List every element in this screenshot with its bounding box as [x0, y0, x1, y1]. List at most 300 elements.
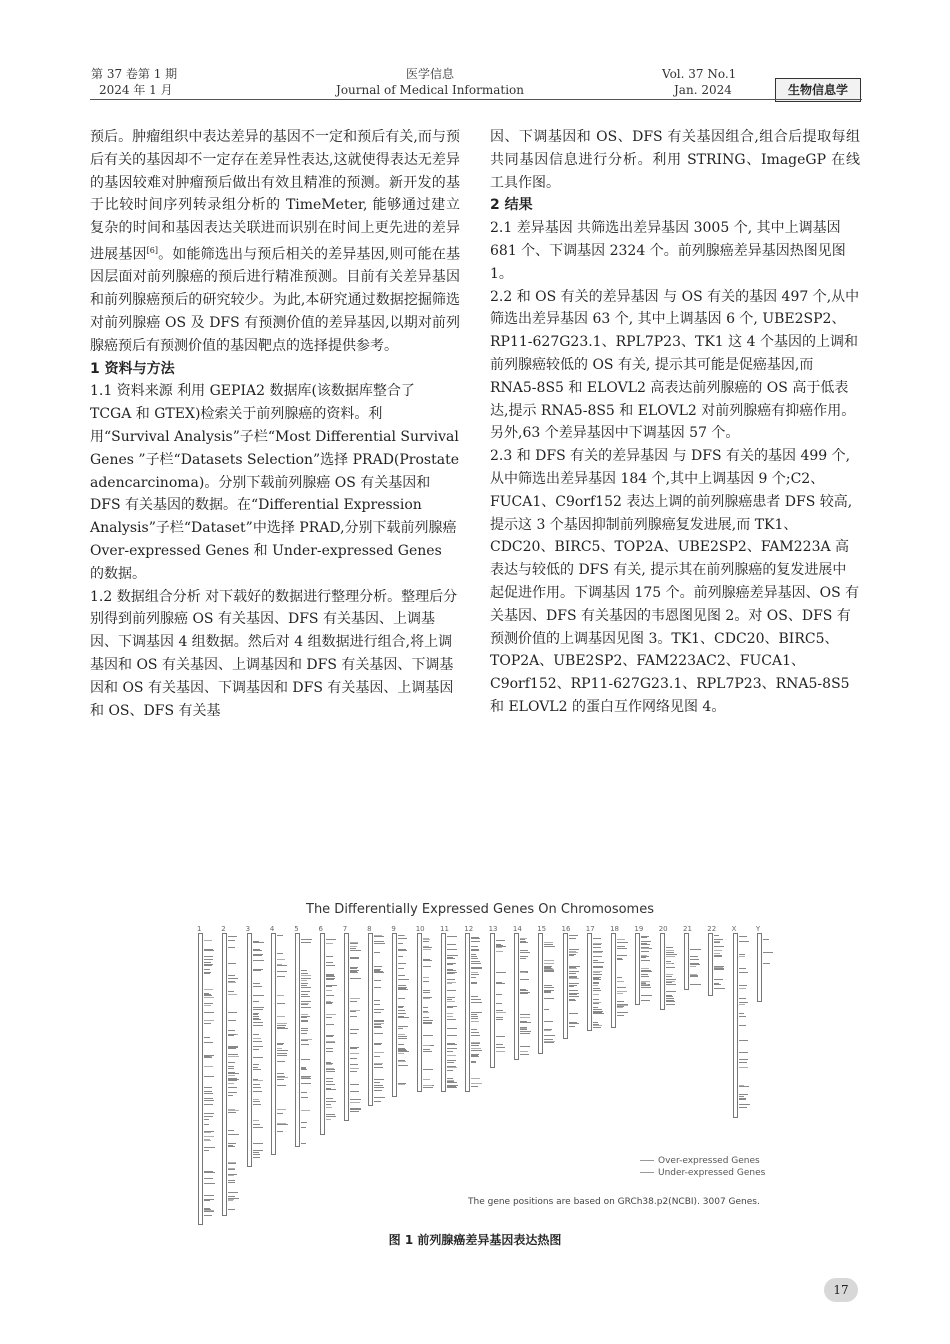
gene-mark — [301, 983, 308, 984]
gene-mark — [739, 1016, 746, 1017]
chromosome-14 — [514, 933, 519, 1060]
gene-mark — [398, 1034, 405, 1035]
gene-mark — [496, 1047, 505, 1048]
gene-mark — [398, 1016, 404, 1017]
gene-mark — [277, 1016, 285, 1017]
gene-mark — [204, 1042, 213, 1043]
gene-mark — [326, 979, 334, 980]
gene-mark — [253, 1127, 263, 1128]
gene-mark — [593, 944, 601, 945]
gene-mark — [593, 1012, 602, 1013]
gene-mark — [471, 1042, 480, 1043]
gene-mark — [739, 1004, 745, 1005]
gene-mark — [398, 998, 405, 999]
gene-mark — [471, 1014, 477, 1015]
gene-mark — [204, 989, 213, 990]
gene-mark — [544, 985, 552, 986]
gene-mark — [301, 1077, 310, 1078]
gene-mark — [496, 951, 503, 952]
gene-mark — [350, 1091, 359, 1092]
gene-mark — [253, 1087, 261, 1088]
chromosome-15 — [538, 933, 543, 1054]
gene-mark — [326, 1119, 331, 1120]
gene-mark — [739, 985, 745, 986]
gene-mark — [374, 1004, 380, 1005]
gene-mark — [277, 1073, 284, 1074]
gene-mark — [593, 1022, 598, 1023]
gene-mark — [277, 1085, 286, 1086]
chromosome-9 — [392, 933, 397, 1097]
chromosome-2 — [222, 933, 227, 1216]
gene-mark — [228, 1146, 235, 1147]
gene-mark — [350, 943, 358, 944]
gene-mark — [569, 999, 575, 1000]
gene-mark — [423, 1007, 428, 1008]
gene-mark — [326, 1078, 333, 1079]
gene-mark — [471, 950, 479, 951]
gene-mark — [690, 959, 699, 960]
gene-mark — [423, 949, 431, 950]
gene-mark — [593, 960, 598, 961]
legend-over-label: Over-expressed Genes — [658, 1156, 760, 1166]
gene-mark — [544, 963, 554, 964]
gene-mark — [228, 1012, 237, 1013]
gene-mark — [447, 1048, 457, 1049]
gene-mark — [471, 1018, 478, 1019]
gene-mark — [423, 960, 432, 961]
gene-mark — [228, 1034, 236, 1035]
gene-mark — [301, 1017, 307, 1018]
chromosome-label-6: 6 — [318, 925, 323, 933]
gene-mark — [520, 942, 528, 943]
gene-mark — [253, 1016, 259, 1017]
gene-mark — [228, 1175, 234, 1176]
gene-mark — [447, 949, 457, 950]
gene-mark — [398, 1084, 405, 1085]
gene-mark — [398, 956, 403, 957]
gene-mark — [641, 944, 650, 945]
gene-mark — [228, 936, 235, 937]
gene-mark — [520, 972, 526, 973]
gene-mark — [714, 935, 719, 936]
gene-mark — [739, 1098, 746, 1099]
gene-mark — [204, 1020, 214, 1021]
gene-mark — [253, 950, 262, 951]
chromosome-label-13: 13 — [488, 925, 498, 933]
gene-mark — [569, 1000, 576, 1001]
gene-mark — [326, 1081, 333, 1082]
gene-mark — [447, 1051, 453, 1052]
gene-mark — [666, 963, 672, 964]
gene-mark — [641, 951, 649, 952]
chromosome-label-3: 3 — [245, 925, 251, 933]
gene-mark — [641, 943, 647, 944]
gene-mark — [326, 1024, 334, 1025]
gene-mark — [593, 943, 602, 944]
gene-mark — [447, 1013, 453, 1014]
gene-mark — [228, 1080, 237, 1081]
gene-mark — [593, 994, 599, 995]
gene-mark — [277, 1025, 286, 1026]
gene-mark — [398, 1007, 403, 1008]
gene-mark — [374, 980, 381, 981]
gene-mark — [398, 1017, 409, 1018]
gene-mark — [326, 1116, 336, 1117]
gene-mark — [641, 948, 649, 949]
gene-mark — [423, 977, 429, 978]
gene-mark — [277, 995, 284, 996]
gene-mark — [569, 935, 578, 936]
gene-mark — [228, 1066, 234, 1067]
chromosome-label-21: 21 — [683, 925, 692, 933]
gene-mark — [739, 1040, 748, 1041]
gene-mark — [326, 976, 335, 977]
gene-mark — [228, 1078, 237, 1079]
gene-mark — [544, 1021, 552, 1022]
gene-mark — [423, 981, 429, 982]
gene-mark — [228, 1020, 236, 1021]
gene-mark — [374, 970, 380, 971]
gene-mark — [350, 1108, 361, 1109]
gene-mark — [423, 1012, 429, 1013]
gene-mark — [520, 950, 528, 951]
gene-mark — [593, 1002, 601, 1003]
gene-mark — [204, 973, 210, 974]
gene-mark — [666, 995, 672, 996]
gene-mark — [496, 983, 505, 984]
gene-mark — [228, 982, 236, 983]
gene-mark — [739, 941, 749, 942]
gene-mark — [447, 1070, 453, 1071]
gene-mark — [301, 1040, 308, 1041]
gene-mark — [204, 1124, 209, 1125]
gene-mark — [447, 1016, 453, 1017]
gene-mark — [739, 1085, 744, 1086]
gene-mark — [326, 1051, 333, 1052]
gene-mark — [204, 1003, 213, 1004]
gene-mark — [253, 1014, 258, 1015]
gene-mark — [374, 943, 385, 944]
gene-mark — [253, 1019, 261, 1020]
gene-mark — [714, 969, 724, 970]
gene-mark — [228, 1083, 234, 1084]
gene-mark — [471, 1002, 482, 1003]
gene-mark — [593, 952, 602, 953]
gene-mark — [301, 942, 311, 943]
gene-mark — [301, 994, 308, 995]
text-2-2: 与 OS 有关的基因 497 个,从中筛选出差异基因 63 个, 其中上调基因 6 个, UBE2SP2、RP11-627G23.1、RPL7P23、TK1 这 4 个基因的上调和前列腺癌较低的 OS 有关, 提示其可能是促癌基因,而 RNA5-8S5 和 ELOVL2 高表达前列腺癌的 OS 高于低表达,提示 RNA5-8S5 和 ELOVL2 对前列腺癌有抑癌作用。另外,63 个差异基因中下调基因 57 个。 — [490, 288, 860, 442]
gene-mark — [253, 1013, 259, 1014]
gene-mark — [690, 976, 698, 977]
gene-mark — [471, 996, 478, 997]
gene-mark — [520, 979, 529, 980]
gene-mark — [641, 987, 651, 988]
gene-mark — [277, 1055, 287, 1056]
gene-mark — [228, 1134, 239, 1135]
gene-mark — [423, 1035, 433, 1036]
gene-mark — [617, 991, 627, 992]
gene-mark — [228, 1054, 238, 1055]
gene-mark — [447, 958, 455, 959]
gene-mark — [447, 1001, 455, 1002]
gene-mark — [496, 940, 505, 941]
gene-mark — [398, 968, 404, 969]
subheading-2-3: 2.3 和 DFS 有关的差异基因 — [490, 448, 669, 465]
gene-mark — [617, 993, 623, 994]
gene-mark — [569, 978, 579, 979]
gene-mark — [350, 968, 357, 969]
gene-mark — [350, 972, 358, 973]
gene-mark — [277, 959, 285, 960]
gene-mark — [423, 1023, 432, 1024]
journal-issue — [91, 66, 177, 98]
gene-mark — [739, 1052, 748, 1053]
gene-mark — [641, 968, 649, 969]
gene-mark — [277, 1043, 284, 1044]
gene-mark — [253, 1084, 260, 1085]
gene-mark — [301, 1021, 308, 1022]
gene-mark — [447, 1044, 457, 1045]
gene-mark — [666, 1001, 675, 1002]
journal-title-cn: 医学信息 — [405, 67, 454, 81]
gene-mark — [593, 1007, 598, 1008]
gene-mark — [350, 1029, 359, 1030]
gene-mark — [326, 1071, 335, 1072]
gene-mark — [666, 976, 672, 977]
gene-mark — [374, 1052, 384, 1053]
gene-mark — [253, 1007, 264, 1008]
gene-mark — [253, 1009, 263, 1010]
gene-mark — [204, 1056, 210, 1057]
gene-mark — [569, 983, 579, 984]
gene-mark — [277, 1048, 282, 1049]
text-2-1: 共筛选出差异基因 3005 个, 其中上调基因 681 个、下调基因 2324 个。前列腺癌差异基因热图见图 1。 — [490, 220, 846, 282]
gene-mark — [228, 1209, 235, 1210]
gene-mark — [228, 940, 235, 941]
chromosome-1 — [198, 933, 203, 1225]
gene-mark — [204, 1147, 215, 1148]
chromosome-13 — [490, 933, 495, 1068]
gene-mark — [204, 1172, 215, 1173]
gene-mark — [228, 1095, 233, 1096]
gene-mark — [326, 1069, 335, 1070]
gene-mark — [398, 1051, 409, 1052]
subheading-1-1: 1.1 资料来源 — [90, 383, 173, 400]
gene-mark — [398, 987, 407, 988]
gene-mark — [544, 946, 555, 947]
gene-mark — [326, 943, 333, 944]
gene-mark — [301, 1059, 307, 1060]
chromosome-label-2: 2 — [221, 925, 226, 933]
chromosome-X — [733, 933, 738, 1118]
gene-mark — [593, 1027, 601, 1028]
gene-mark — [593, 974, 602, 975]
gene-mark — [447, 1078, 453, 1079]
gene-mark — [617, 1012, 624, 1013]
gene-mark — [617, 1015, 624, 1016]
gene-mark — [520, 1027, 527, 1028]
gene-mark — [204, 1098, 213, 1099]
gene-mark — [204, 1076, 214, 1077]
gene-mark — [398, 985, 406, 986]
gene-mark — [714, 942, 720, 943]
gene-mark — [350, 1084, 359, 1085]
gene-mark — [228, 963, 236, 964]
gene-mark — [350, 1011, 356, 1012]
gene-mark — [326, 939, 336, 940]
right-column — [490, 126, 860, 719]
gene-mark — [496, 944, 501, 945]
gene-mark — [447, 936, 457, 937]
gene-mark — [447, 1035, 457, 1036]
gene-mark — [666, 1000, 674, 1001]
gene-mark — [326, 1088, 331, 1089]
gene-mark — [398, 1083, 406, 1084]
gene-mark — [520, 993, 528, 994]
gene-mark — [228, 994, 237, 995]
gene-mark — [641, 1000, 650, 1001]
gene-mark — [204, 1023, 211, 1024]
gene-mark — [253, 941, 259, 942]
gene-mark — [471, 1056, 479, 1057]
gene-mark — [228, 1062, 235, 1063]
gene-mark — [301, 1069, 307, 1070]
gene-mark — [277, 1079, 284, 1080]
gene-mark — [447, 1007, 453, 1008]
gene-mark — [374, 1009, 384, 1010]
gene-mark — [544, 998, 554, 999]
gene-mark — [228, 1092, 237, 1093]
gene-mark — [763, 939, 769, 940]
gene-mark — [617, 1006, 624, 1007]
gene-mark — [641, 960, 648, 961]
gene-mark — [447, 1080, 454, 1081]
gene-mark — [763, 963, 770, 964]
gene-mark — [253, 1157, 260, 1158]
journal-volume-en — [662, 66, 736, 98]
gene-mark — [496, 1010, 503, 1011]
gene-mark — [544, 969, 554, 970]
gene-mark — [569, 996, 579, 997]
gene-mark — [374, 1090, 382, 1091]
chromosome-label-7: 7 — [342, 925, 348, 933]
gene-mark — [398, 1065, 408, 1066]
paragraph-intro — [90, 126, 460, 358]
gene-mark — [593, 990, 601, 991]
chromosome-8 — [368, 933, 373, 1106]
gene-mark — [350, 1053, 359, 1054]
gene-mark — [326, 1098, 333, 1099]
gene-mark — [204, 1150, 209, 1151]
gene-mark — [277, 971, 287, 972]
gene-mark — [374, 936, 384, 937]
gene-mark — [277, 1123, 286, 1124]
gene-mark — [447, 1055, 456, 1056]
gene-mark — [569, 955, 574, 956]
chromosome-17 — [587, 933, 592, 1031]
chromosome-7 — [344, 933, 349, 1121]
gene-mark — [228, 1162, 236, 1163]
gene-mark — [471, 941, 480, 942]
gene-mark — [447, 1043, 455, 1044]
gene-mark — [228, 1182, 235, 1183]
journal-title-en: Journal of Medical Information — [336, 83, 524, 97]
gene-mark — [617, 942, 628, 943]
gene-mark — [398, 1038, 407, 1039]
gene-mark — [374, 1067, 383, 1068]
gene-mark — [326, 1014, 336, 1015]
gene-mark — [204, 1183, 215, 1184]
gene-mark — [350, 971, 357, 972]
gene-mark — [496, 972, 506, 973]
gene-mark — [496, 1044, 503, 1045]
gene-mark — [398, 943, 403, 944]
gene-mark — [471, 1029, 477, 1030]
figure-caption: 图 1 前列腺癌差异基因表达热图 — [388, 1233, 562, 1247]
gene-mark — [350, 1058, 357, 1059]
gene-mark — [423, 1069, 433, 1070]
gene-mark — [277, 1023, 287, 1024]
gene-mark — [228, 1143, 236, 1144]
gene-mark — [471, 946, 478, 947]
gene-mark — [253, 942, 264, 943]
gene-mark — [447, 969, 453, 970]
gene-mark — [617, 987, 626, 988]
gene-mark — [301, 1030, 308, 1031]
gene-mark — [301, 1083, 311, 1084]
gene-mark — [204, 1093, 213, 1094]
gene-mark — [374, 1026, 381, 1027]
gene-mark — [471, 972, 478, 973]
gene-mark — [326, 1003, 332, 1004]
gene-mark — [447, 1086, 456, 1087]
gene-mark — [204, 1104, 213, 1105]
gene-mark — [228, 1068, 234, 1069]
issue-volume: 第 37 卷第 1 期 — [91, 67, 178, 81]
gene-mark — [714, 983, 719, 984]
gene-mark — [253, 1038, 261, 1039]
gene-mark — [739, 1025, 746, 1026]
gene-mark — [374, 1085, 383, 1086]
gene-mark — [301, 1044, 309, 1045]
gene-mark — [253, 1057, 263, 1058]
gene-mark — [253, 1080, 263, 1081]
gene-mark — [423, 1051, 432, 1052]
gene-mark — [253, 1034, 259, 1035]
gene-mark — [641, 947, 649, 948]
left-column — [90, 126, 460, 722]
chromosome-label-15: 15 — [537, 925, 547, 933]
gene-mark — [471, 999, 481, 1000]
gene-mark — [666, 982, 672, 983]
gene-mark — [471, 1048, 481, 1049]
gene-mark — [666, 952, 674, 953]
gene-mark — [398, 979, 409, 980]
gene-mark — [204, 1136, 214, 1137]
gene-mark — [374, 1000, 380, 1001]
gene-mark — [520, 1046, 530, 1047]
gene-mark — [496, 982, 502, 983]
gene-mark — [447, 999, 452, 1000]
gene-mark — [301, 1143, 306, 1144]
gene-mark — [569, 986, 574, 987]
gene-mark — [374, 987, 381, 988]
gene-mark — [204, 1119, 209, 1120]
gene-mark — [228, 1169, 235, 1170]
gene-mark — [544, 1039, 553, 1040]
gene-mark — [326, 1017, 332, 1018]
gene-mark — [544, 1009, 549, 1010]
